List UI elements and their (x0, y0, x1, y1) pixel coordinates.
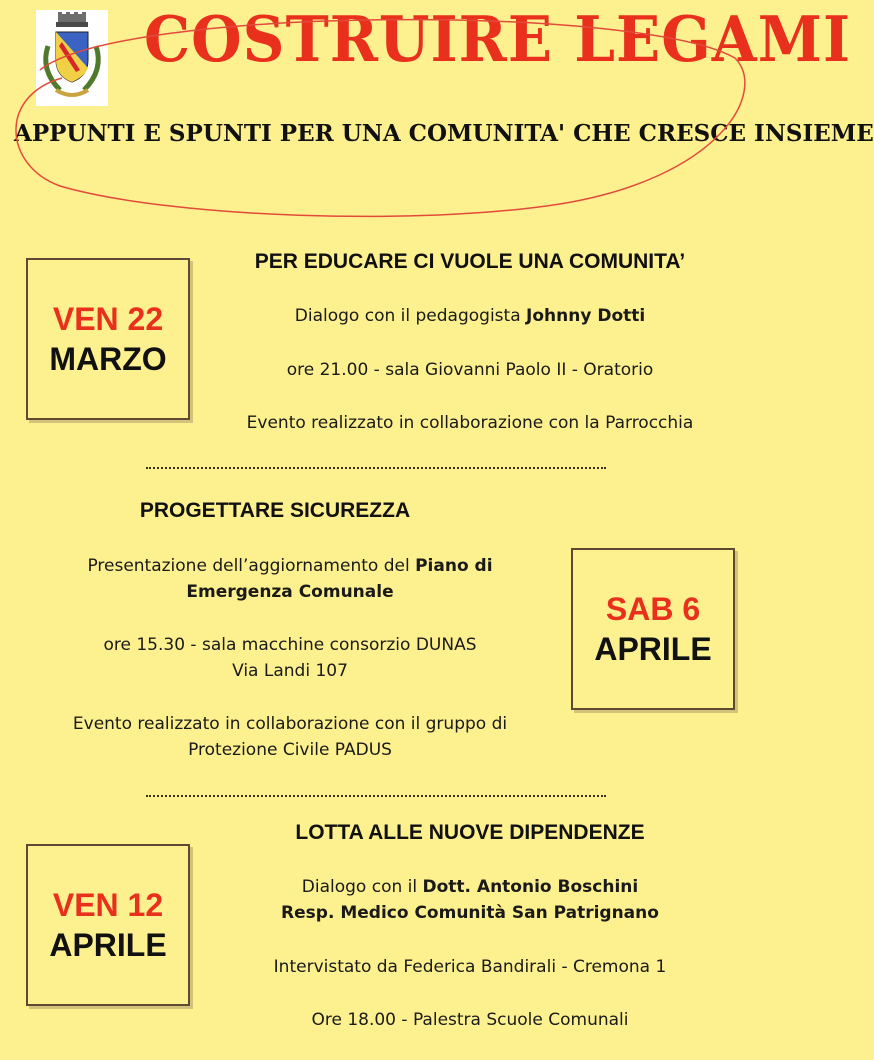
event-date-box (26, 844, 190, 1006)
event-note: Evento realizzato in collaborazione con la Parrocchia (246, 413, 694, 433)
event-details (30, 498, 550, 763)
event-speaker: Dialogo con il pedagogista Johnny Dotti (294, 306, 646, 326)
event-date-box (571, 548, 735, 710)
event-month: APRILE (49, 927, 167, 963)
poster-title: COSTRUIRE LEGAMI (144, 2, 852, 77)
section-divider (146, 467, 606, 469)
event-speaker-role: Resp. Medico Comunità San Patrignano (281, 903, 659, 923)
event-time-place: Ore 18.00 - Palestra Scuole Comunali (311, 1010, 629, 1030)
event-address: Via Landi 107 (232, 661, 348, 681)
event-month: APRILE (594, 631, 712, 667)
section-divider (146, 795, 606, 797)
event-day: SAB 6 (605, 591, 701, 627)
event-description: Presentazione dell’aggiornamento del Piano di (87, 556, 493, 576)
event-description-cont: Emergenza Comunale (186, 582, 394, 602)
event-note-cont: Protezione Civile PADUS (188, 740, 392, 760)
event-heading: PER EDUCARE CI VUOLE UNA COMUNITA’ (254, 250, 686, 273)
event-date-box (26, 258, 190, 420)
event-note: Evento realizzato in collaborazione con il gruppo di (72, 714, 508, 734)
event-time-place: ore 21.00 - sala Giovanni Paolo II - Oratorio (286, 360, 654, 380)
poster-subtitle: APPUNTI E SPUNTI PER UNA COMUNITA' CHE CRESCE INSIEME (14, 120, 874, 147)
event-time-place: ore 15.30 - sala macchine consorzio DUNAS (103, 635, 477, 655)
event-day: VEN 12 (52, 887, 164, 923)
event-heading: LOTTA ALLE NUOVE DIPENDENZE (295, 821, 645, 844)
event-heading: PROGETTARE SICUREZZA (139, 499, 411, 522)
municipal-crest-icon (36, 10, 108, 106)
event-interviewer: Intervistato da Federica Bandirali - Cremona 1 (273, 957, 667, 977)
event-details (205, 820, 735, 1033)
event-month: MARZO (49, 341, 167, 377)
event-details (205, 249, 735, 436)
event-day: VEN 22 (52, 301, 164, 337)
event-speaker: Dialogo con il Dott. Antonio Boschini (301, 877, 639, 897)
